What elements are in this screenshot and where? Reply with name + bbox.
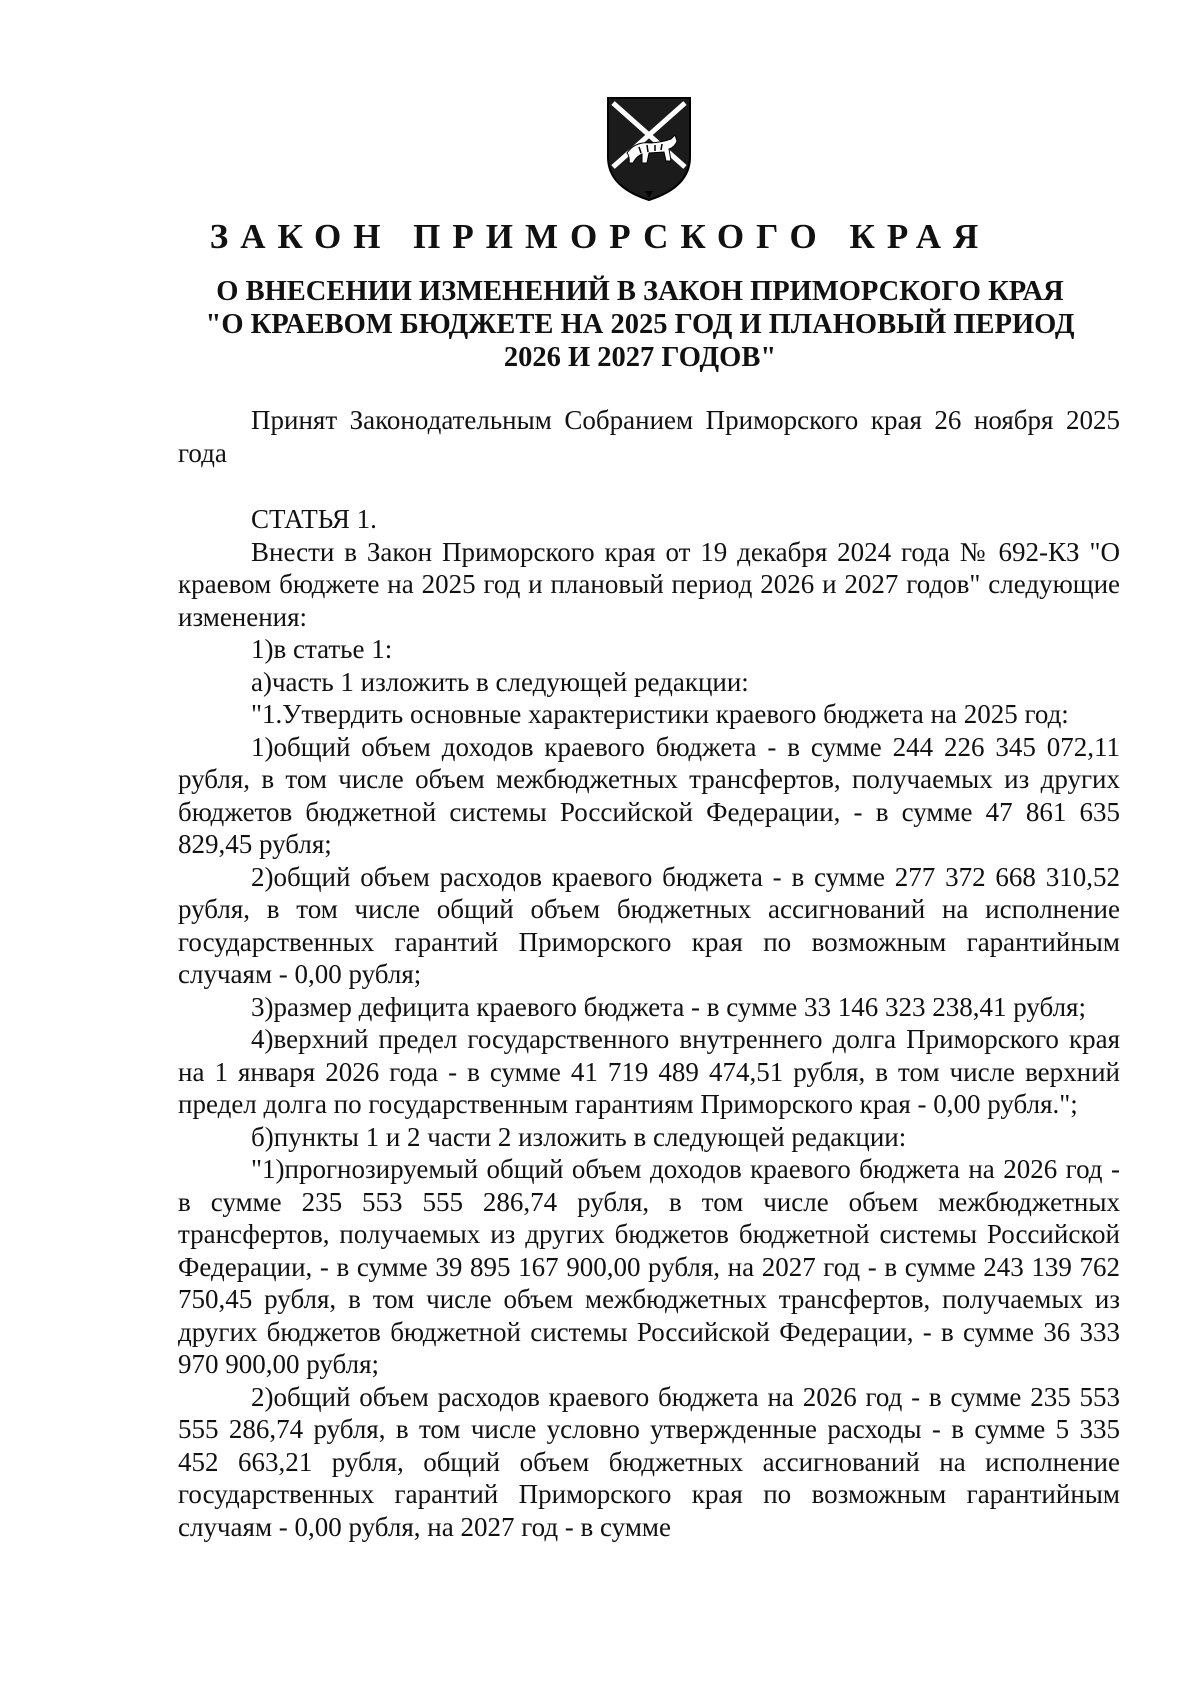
- body-paragraph: 4)верхний предел государственного внутреннего долга Приморского края на 1 января 2026 года - в сумме 41 719 489 474,51 рубля, в том числе верхний предел долга по государственным гарантиям Приморского края - 0,00 рубля.";: [178, 1024, 1120, 1119]
- body-paragraph: 1)общий объем доходов краевого бюджета - в сумме 244 226 345 072,11 рубля, в том числе объем межбюджетных трансфертов, получаемых из других бюджетов бюджетной системы Российской Федерации, - в сумме 47 861 635 829,45 рубля;: [178, 731, 1120, 859]
- adoption-note: Принят Законодательным Собранием Приморского края 26 ноября 2025 года: [178, 405, 1120, 468]
- document-body: [178, 404, 1120, 1543]
- body-paragraph: "1.Утвердить основные характеристики краевого бюджета на 2025 год:: [251, 699, 1069, 729]
- primorsky-coat-of-arms-icon: [605, 95, 693, 203]
- body-paragraph: 1)в статье 1:: [251, 634, 393, 664]
- body-paragraph: а)часть 1 изложить в следующей редакции:: [251, 666, 749, 697]
- law-title: [160, 275, 1120, 374]
- body-paragraph: "1)прогнозируемый общий объем доходов краевого бюджета на 2026 год - в сумме 235 553 555 286,74 рубля, в том числе объем межбюджетных трансфертов, получаемых из других бюджетов бюджетной системы Российской Федерации, - в сумме 39 895 167 900,00 рубля, на 2027 год - в сумме 243 139 762 750,45 рубля, в том числе объем межбюджетных трансфертов, получаемых из других бюджетов бюджетной системы Российской Федерации, - в сумме 36 333 970 900,00 рубля;: [178, 1154, 1120, 1379]
- law-heading: ЗАКОН ПРИМОРСКОГО КРАЯ: [209, 217, 991, 256]
- article-heading: СТАТЬЯ 1.: [251, 504, 377, 534]
- law-title-line: 2026 И 2027 ГОДОВ": [503, 342, 777, 373]
- law-title-line: О ВНЕСЕНИИ ИЗМЕНЕНИЙ В ЗАКОН ПРИМОРСКОГО КРАЯ: [216, 276, 1064, 307]
- body-paragraph: б)пункты 1 и 2 части 2 изложить в следующей редакции:: [251, 1121, 907, 1152]
- law-title-line: "О КРАЕВОМ БЮДЖЕТЕ НА 2025 ГОД И ПЛАНОВЫЙ ПЕРИОД: [205, 309, 1075, 340]
- body-paragraph: 3)размер дефицита краевого бюджета - в сумме 33 146 323 238,41 рубля;: [251, 991, 1086, 1022]
- body-paragraph: 2)общий объем расходов краевого бюджета - в сумме 277 372 668 310,52 рубля, в том числе общий объем бюджетных ассигнований на исполнение государственных гарантий Приморского края по возможным гарантийным случаям - 0,00 рубля;: [178, 861, 1120, 989]
- body-paragraph: Внести в Закон Приморского края от 19 декабря 2024 года № 692-КЗ "О краевом бюджете на 2025 год и плановый период 2026 и 2027 годов" следующие изменения:: [178, 536, 1120, 632]
- body-paragraph: 2)общий объем расходов краевого бюджета на 2026 год - в сумме 235 553 555 286,74 рубля, в том числе условно утвержденные расходы - в сумме 5 335 452 663,21 рубля, общий объем бюджетных ассигнований на исполнение государственных гарантий Приморского края по возможным гарантийным случаям - 0,00 рубля, на 2027 год - в сумме: [178, 1381, 1120, 1542]
